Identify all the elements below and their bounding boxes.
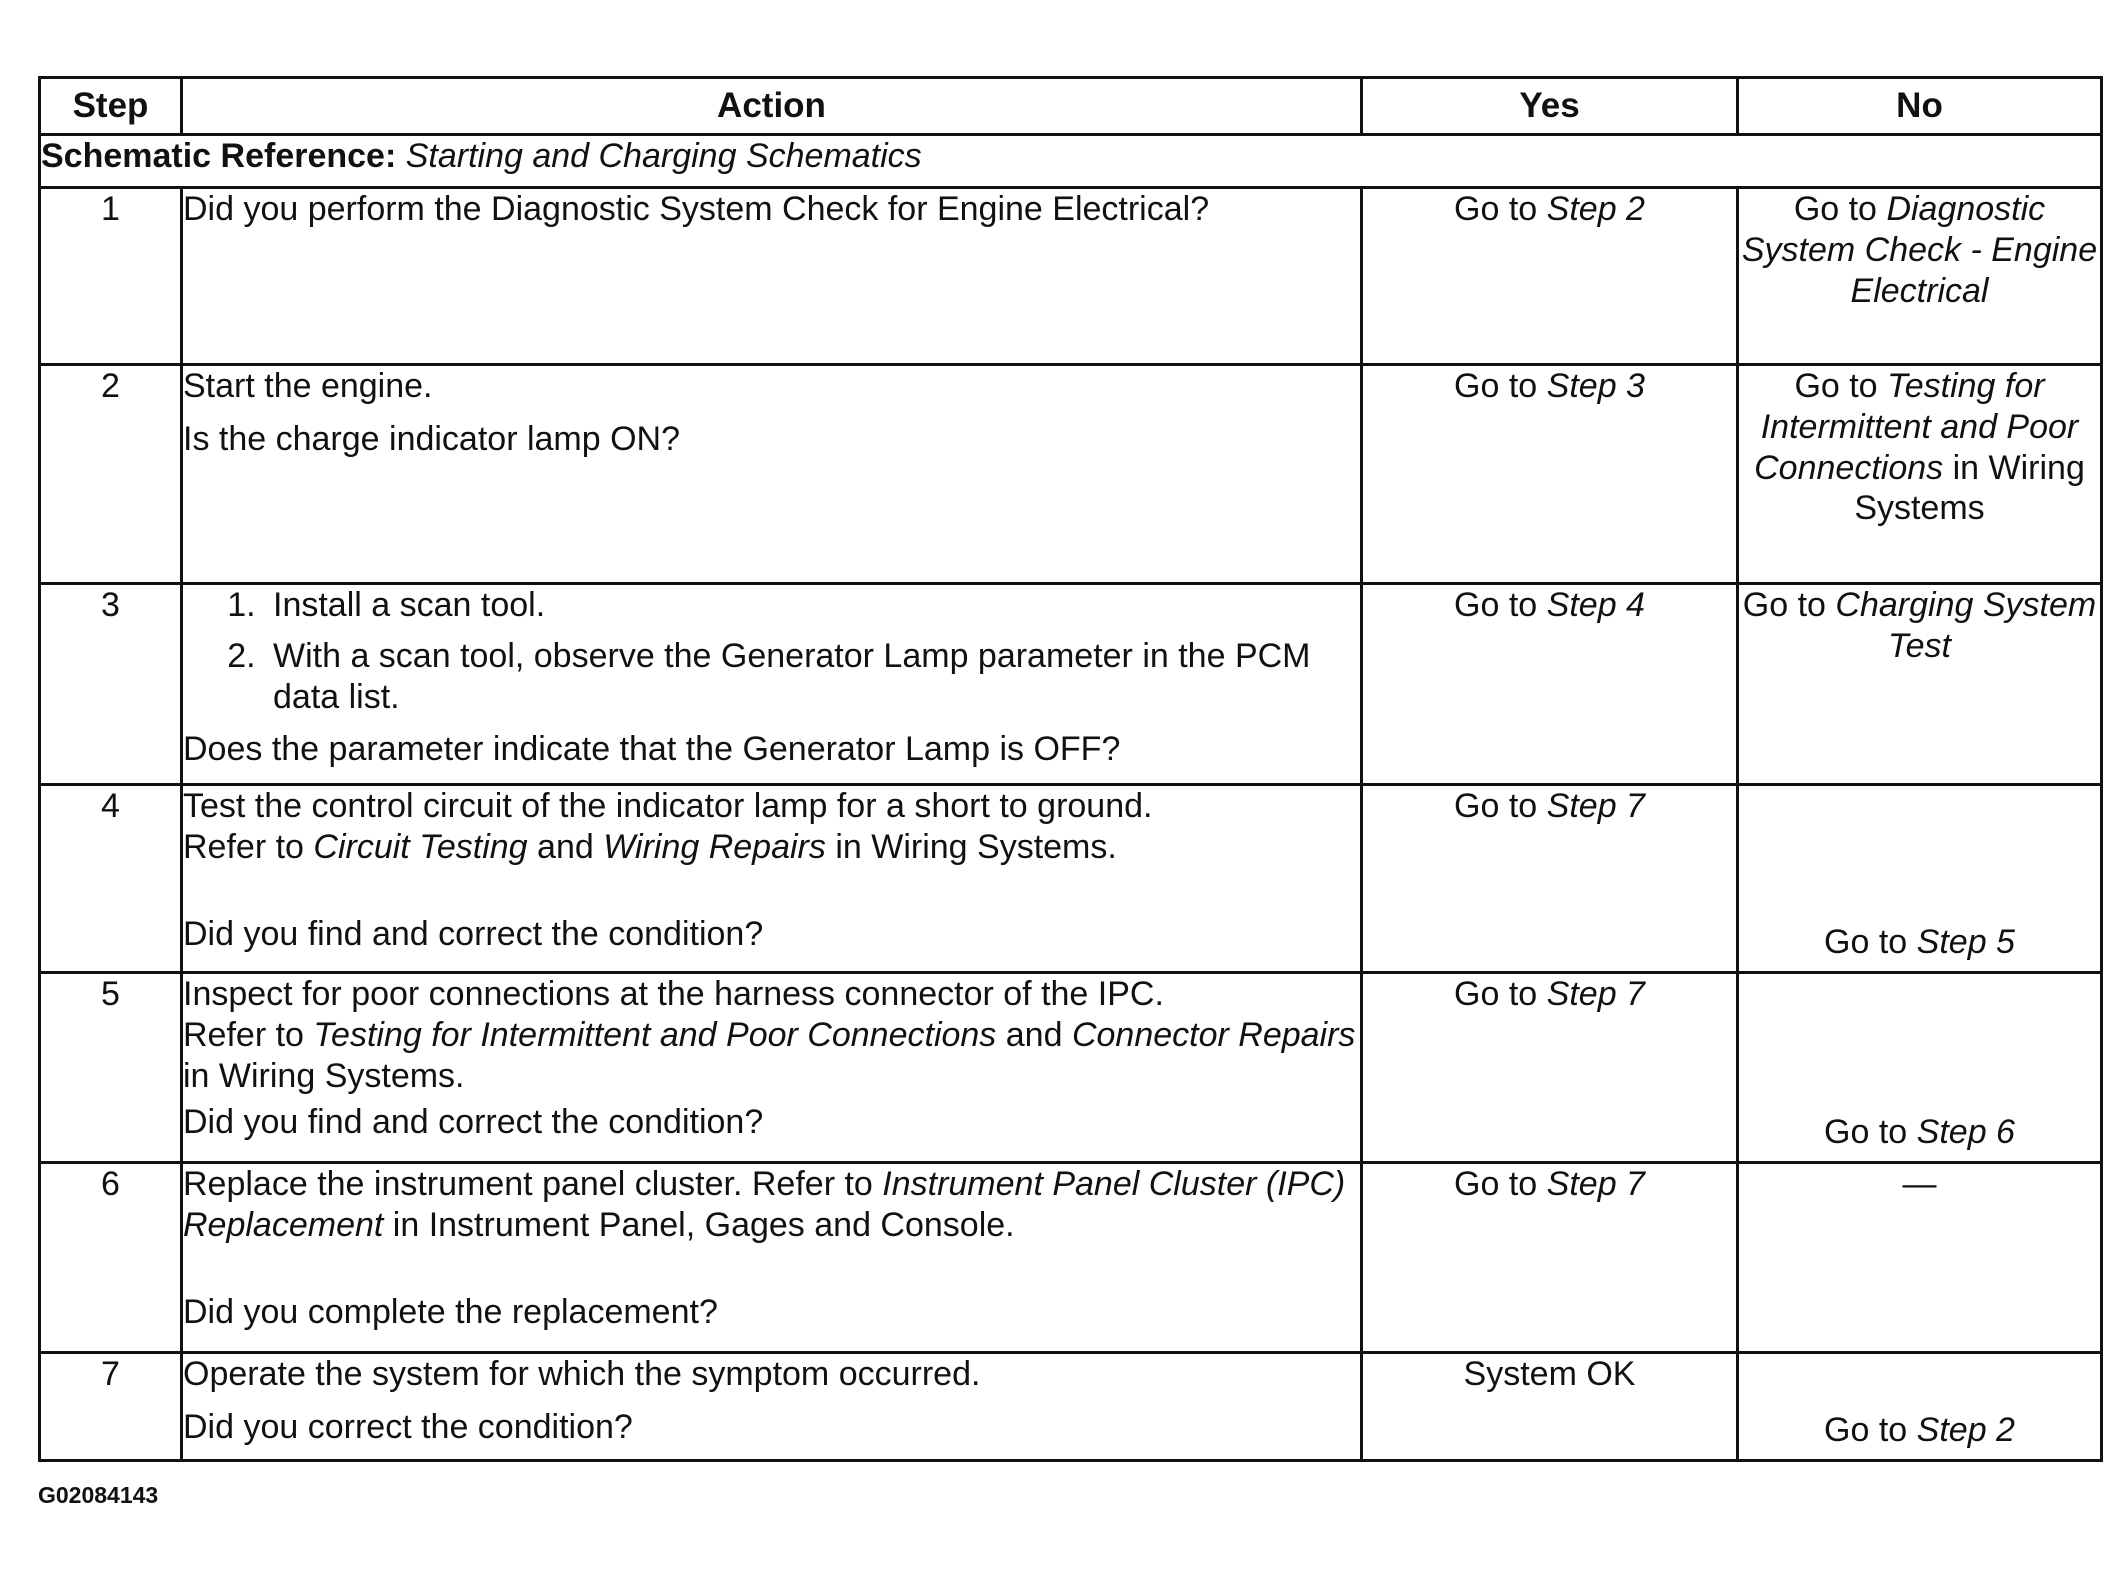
no-procedure-link[interactable]: Charging System Test [1835, 586, 2097, 665]
action-cell [182, 365, 1362, 584]
step-row-6 [40, 1163, 2102, 1353]
instruction-text: and [537, 827, 594, 866]
no-tail-text: Wiring Systems [1854, 448, 2085, 528]
action-question: Did you perform the Diagnostic System Check for Engine Electrical? [183, 190, 1210, 228]
step-row-3 [40, 584, 2102, 785]
step-row-7 [40, 1353, 2102, 1461]
yes-step-link[interactable]: Step 2 [1546, 190, 1645, 228]
substep-item: 2. With a scan tool, observe the Generator Lamp parameter in the PCM data list. [265, 636, 1360, 718]
yes-cell [1362, 973, 1738, 1163]
yes-step-link[interactable]: Step 7 [1546, 1165, 1645, 1203]
no-in-text: in [1952, 448, 1980, 487]
yes-step-link[interactable]: Step 4 [1546, 586, 1645, 624]
instruction-text: in Instrument Panel, Gages and Console. [392, 1205, 1015, 1244]
action-cell [182, 785, 1362, 973]
step-number: 2 [40, 365, 182, 584]
action-cell [182, 1163, 1362, 1353]
header-yes: Yes [1362, 78, 1738, 135]
action-question: Did you find and correct the condition? [183, 1103, 764, 1142]
instruction-text: Refer to [183, 827, 304, 866]
yes-cell [1362, 1163, 1738, 1353]
yes-step-link[interactable]: Step 7 [1546, 975, 1645, 1013]
action-instruction [183, 974, 1360, 1096]
step-number: 3 [40, 584, 182, 785]
step-number: 6 [40, 1163, 182, 1353]
go-to-text: Go to [1824, 1411, 1908, 1450]
no-step-link[interactable]: Step 5 [1916, 923, 2015, 962]
go-to-text: Go to [1454, 367, 1538, 405]
no-cell [1738, 1163, 2102, 1353]
step-row-4 [40, 785, 2102, 973]
go-to-text: Go to [1824, 1113, 1908, 1152]
action-instruction [183, 1164, 1360, 1246]
reference-link[interactable]: Connector Repairs [1071, 1015, 1356, 1054]
step-number: 1 [40, 188, 182, 365]
instruction-text: Test the control circuit of the indicator lamp for a short to ground. [183, 787, 1153, 825]
yes-cell [1362, 1353, 1738, 1461]
action-question: Did you complete the replacement? [183, 1292, 718, 1331]
action-substeps [183, 585, 1360, 717]
header-no: No [1738, 78, 2102, 135]
action-question: Is the charge indicator lamp ON? [183, 419, 681, 458]
go-to-text: Go to [1454, 975, 1538, 1013]
yes-cell [1362, 584, 1738, 785]
no-cell [1738, 1353, 2102, 1461]
action-instruction: Start the engine. [183, 367, 433, 405]
go-to-text: Go to [1454, 1165, 1538, 1203]
no-step-link[interactable]: Step 2 [1916, 1411, 2015, 1450]
yes-step-link[interactable]: Step 7 [1546, 787, 1645, 825]
action-cell [182, 1353, 1362, 1461]
diagnostic-table [38, 76, 2103, 1462]
schematic-reference-value: Starting and Charging Schematics [405, 137, 922, 175]
action-instruction [183, 786, 1360, 868]
reference-link[interactable]: Circuit Testing [313, 827, 528, 866]
go-to-text: Go to [1742, 586, 1826, 624]
substep-item: 1. Install a scan tool. [265, 585, 1360, 626]
no-dash: — [1902, 1165, 1937, 1203]
schematic-reference-label: Schematic Reference: [41, 137, 397, 175]
header-row [40, 78, 2102, 135]
yes-cell [1362, 188, 1738, 365]
step-number: 5 [40, 973, 182, 1163]
schematic-reference-row [40, 135, 2102, 188]
step-row-2 [40, 365, 2102, 584]
action-cell [182, 584, 1362, 785]
step-number: 4 [40, 785, 182, 973]
go-to-text: Go to [1454, 787, 1538, 825]
go-to-text: Go to [1824, 923, 1908, 962]
no-cell [1738, 188, 2102, 365]
yes-step-link[interactable]: Step 3 [1546, 367, 1645, 405]
action-question: Does the parameter indicate that the Generator Lamp is OFF? [183, 730, 1121, 769]
header-step: Step [40, 78, 182, 135]
go-to-text: Go to [1454, 190, 1538, 228]
reference-link[interactable]: Testing for Intermittent and Poor Connections [313, 1015, 997, 1054]
no-cell [1738, 973, 2102, 1163]
go-to-text: Go to [1794, 367, 1878, 405]
step-row-5 [40, 973, 2102, 1163]
yes-cell [1362, 365, 1738, 584]
no-cell [1738, 365, 2102, 584]
instruction-text: Inspect for poor connections at the harness connector of the IPC. [183, 975, 1164, 1013]
no-cell [1738, 785, 2102, 973]
action-instruction: Operate the system for which the symptom occurred. [183, 1355, 981, 1393]
schematic-reference [40, 135, 2102, 188]
reference-link[interactable]: Wiring Repairs [603, 827, 826, 866]
yes-cell [1362, 785, 1738, 973]
instruction-text: in Wiring Systems. [835, 827, 1117, 866]
no-procedure-link[interactable]: Testing for Intermittent and Poor Connections [1754, 367, 2079, 487]
instruction-text: Replace the instrument panel cluster. Refer to [183, 1165, 873, 1203]
go-to-text: Go to [1454, 586, 1538, 624]
header-action: Action [182, 78, 1362, 135]
figure-id: G02084143 [38, 1482, 159, 1508]
system-ok-text: System OK [1463, 1355, 1636, 1393]
instruction-text: in Wiring Systems. [183, 1056, 465, 1095]
go-to-text: Go to [1793, 190, 1877, 228]
no-cell [1738, 584, 2102, 785]
step-number: 7 [40, 1353, 182, 1461]
action-question: Did you find and correct the condition? [183, 914, 764, 953]
action-cell [182, 973, 1362, 1163]
action-question: Did you correct the condition? [183, 1407, 633, 1446]
no-procedure-link[interactable]: Diagnostic System Check - Engine Electrical [1741, 190, 2098, 310]
instruction-text: and [1005, 1015, 1063, 1054]
reference-link[interactable]: Instrument Panel Cluster (IPC) Replacement [183, 1165, 1346, 1244]
action-cell [182, 188, 1362, 365]
no-step-link[interactable]: Step 6 [1916, 1113, 2015, 1152]
step-row-1 [40, 188, 2102, 365]
instruction-text: Refer to [183, 1015, 304, 1054]
